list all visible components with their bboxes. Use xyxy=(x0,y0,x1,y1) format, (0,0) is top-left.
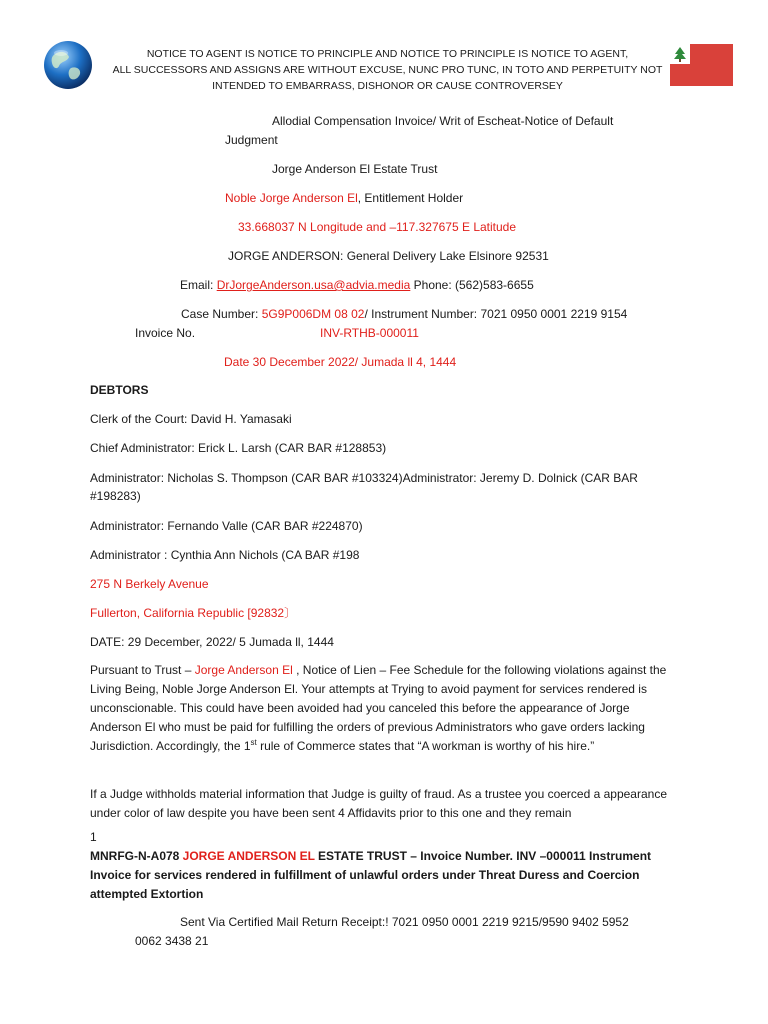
invoice-title-line-1: Allodial Compensation Invoice/ Writ of Escheat-Notice of Default xyxy=(272,114,614,128)
pine-tree-flag-icon xyxy=(670,44,733,86)
invoice-number: INV-RTHB-000011 xyxy=(320,326,419,340)
notice-header xyxy=(110,46,665,94)
entitlement-holder xyxy=(225,189,463,207)
estate-name: Jorge Anderson El Estate Trust xyxy=(272,162,438,176)
notice-line-1: NOTICE TO AGENT IS NOTICE TO PRINCIPLE AND NOTICE TO PRINCIPLE IS NOTICE TO AGENT, xyxy=(146,48,629,60)
certified-mail-line-1: Sent Via Certified Mail Return Receipt:! 7021 0950 0001 2219 9215/9590 9402 5952 xyxy=(180,915,629,929)
case-number: 5G9P006DM 08 02 xyxy=(261,307,365,321)
case-line xyxy=(181,305,627,323)
email-label: Email: xyxy=(180,278,217,292)
mailing-address: JORGE ANDERSON: General Delivery Lake Elsinore 92531 xyxy=(228,249,549,263)
footer-line-2: Invoice for services rendered in fulfillment of unlawful orders under Threat Duress and Coercion xyxy=(90,868,640,882)
invoice-label: Invoice No. xyxy=(135,326,196,340)
debtor-street: 275 N Berkely Avenue xyxy=(90,577,209,591)
footer-line-3: attempted Extortion xyxy=(90,887,204,901)
debtors-heading: DEBTORS xyxy=(90,383,149,397)
certified-mail-line-2: 0062 3438 21 xyxy=(135,934,209,948)
debtor-date: DATE: 29 December, 2022/ 5 Jumada ll, 1444 xyxy=(90,635,334,649)
notice-line-2: ALL SUCCESSORS AND ASSIGNS ARE WITHOUT EXCUSE, NUNC PRO TUNC, IN TOTO AND PERPETUITY NOT xyxy=(112,64,663,76)
invoice-title-line-2: Judgment xyxy=(225,133,278,147)
debtor-administrator-nichols: Administrator : Cynthia Ann Nichols (CA BAR #198 xyxy=(90,548,360,562)
debtor-city: Fullerton, California Republic [92832〕 xyxy=(90,606,297,620)
body-paragraph-1: Pursuant to Trust – Jorge Anderson El , Notice of Lien – Fee Schedule for the following violations against the Living Being, Noble Jorge Anderson El. Your attempts at Trying to avoid payment for services rendered is unconscionable. This could have been avoided had you canceled this before the appearance of Jorge Anderson El who must be paid for fulfilling the orders of previous Administrators who gave orders lacking Jurisdiction. Accordingly, the 1st rule of Commerce states that “A workman is worthy of his hire.” xyxy=(90,663,667,753)
debtor-chief-administrator: Chief Administrator: Erick L. Larsh (CAR BAR #128853) xyxy=(90,441,387,455)
holder-name: Noble Jorge Anderson El xyxy=(225,191,358,205)
footer-trust-name: JORGE ANDERSON EL xyxy=(182,849,315,863)
invoice-date: Date 30 December 2022/ Jumada ll 4, 1444 xyxy=(224,355,457,369)
trust-name: Jorge Anderson El xyxy=(194,663,293,677)
notice-line-3: INTENDED TO EMBARRASS, DISHONOR OR CAUSE CONTROVERSEY xyxy=(212,80,563,92)
contact-line xyxy=(180,276,534,294)
phone: Phone: (562)583-6655 xyxy=(410,278,534,292)
case-label: Case Number: xyxy=(181,307,262,321)
holder-suffix: , Entitlement Holder xyxy=(357,191,464,205)
email-link[interactable]: DrJorgeAnderson.usa@advia.media xyxy=(216,278,411,292)
debtor-administrator-valle: Administrator: Fernando Valle (CAR BAR #224870) xyxy=(90,519,363,533)
coordinates: 33.668037 N Longitude and –117.327675 E Latitude xyxy=(238,220,517,234)
debtor-administrators-line-2: #198283) xyxy=(90,489,141,503)
instrument-number: / Instrument Number: 7021 0950 0001 2219 9154 xyxy=(364,307,628,321)
debtor-clerk: Clerk of the Court: David H. Yamasaki xyxy=(90,412,292,426)
body-paragraph-2: If a Judge withholds material information that Judge is guilty of fraud. As a trustee you coerced a appearance under color of law despite you have been sent 4 Affidavits prior to this one and they remain xyxy=(90,787,668,820)
debtor-administrators-line-1: Administrator: Nicholas S. Thompson (CAR BAR #103324)Administrator: Jeremy D. Dolnick (CAR BAR xyxy=(90,471,638,485)
page-number: 1 xyxy=(90,830,97,844)
footer-line-1: MNRFG-N-A078 JORGE ANDERSON EL ESTATE TRUST – Invoice Number. INV –000011 Instrument xyxy=(90,849,652,863)
globe-icon xyxy=(43,40,93,90)
